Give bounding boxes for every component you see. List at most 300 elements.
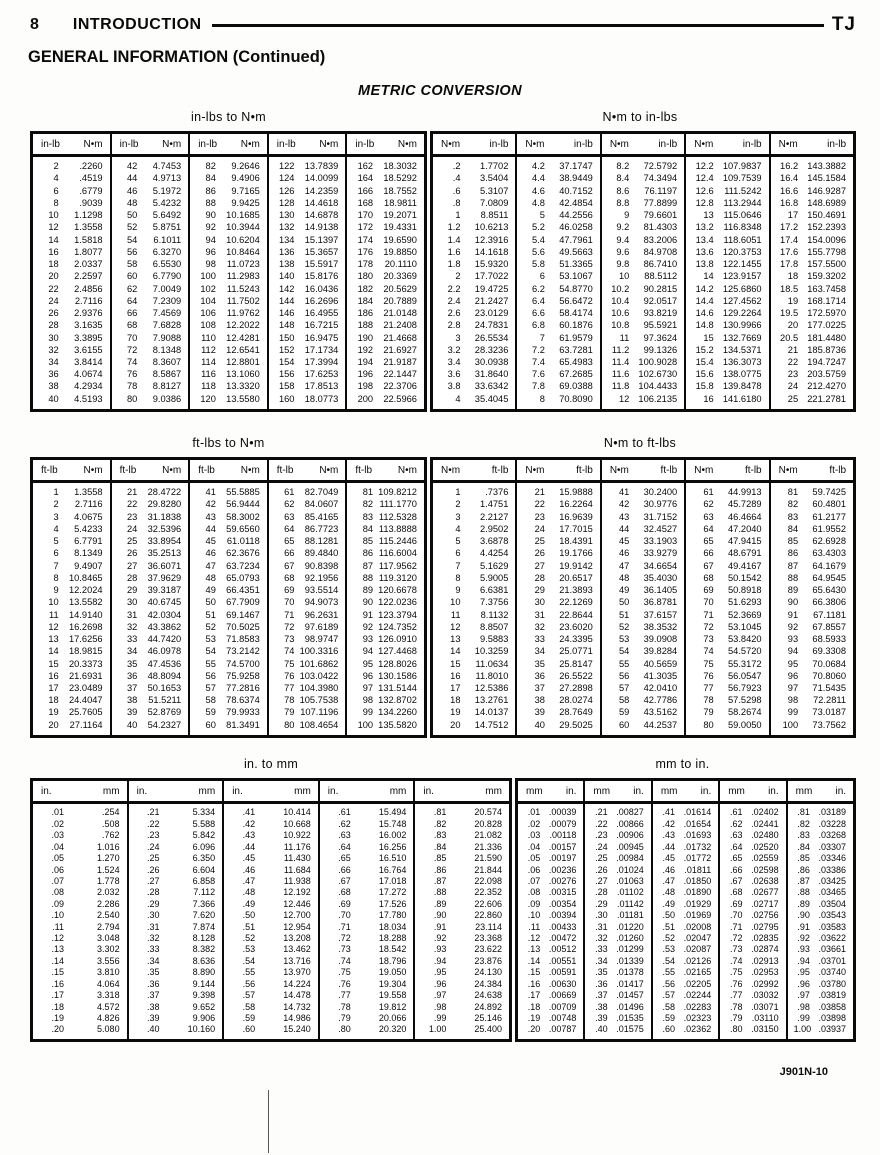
table-half-right <box>515 778 856 1042</box>
value-cell: 4.0674 <box>74 369 103 380</box>
key-cell: .57 <box>242 990 256 1001</box>
table-row <box>347 499 424 510</box>
table-row <box>686 536 768 547</box>
column-headers <box>112 134 189 157</box>
key-cell: 8 <box>53 572 59 583</box>
key-cell: 130 <box>278 210 295 221</box>
key-cell: .98 <box>433 1001 447 1012</box>
table-row <box>720 956 785 967</box>
value-cell: 46.0258 <box>559 222 593 233</box>
value-cell: 4.5193 <box>74 393 103 404</box>
table-row <box>517 659 599 670</box>
value-cell: 8.382 <box>192 944 216 955</box>
key-cell: .33 <box>595 944 608 955</box>
table-row <box>347 259 424 270</box>
value-cell: 100.3316 <box>299 646 339 657</box>
table-row <box>686 259 768 270</box>
value-cell: .00039 <box>548 807 577 818</box>
table-row <box>585 807 650 818</box>
key-cell: 73 <box>284 634 295 645</box>
value-cell: .00236 <box>548 864 577 875</box>
table-row <box>320 967 414 978</box>
key-cell: 58 <box>205 695 216 706</box>
key-cell: 184 <box>357 295 374 306</box>
value-cell: .02480 <box>751 830 779 841</box>
value-cell: 14.2359 <box>304 185 339 196</box>
value-cell: .02126 <box>683 955 712 966</box>
value-cell: 4.2934 <box>74 381 103 392</box>
value-cell: 64.1679 <box>812 560 847 571</box>
table-row <box>33 830 127 841</box>
column-rows <box>190 157 267 409</box>
key-cell: 84 <box>362 523 374 534</box>
key-cell: 88 <box>205 197 216 208</box>
key-cell: .39 <box>595 1013 608 1024</box>
value-cell: 1.1298 <box>74 210 103 221</box>
key-cell: 164 <box>357 173 374 184</box>
key-cell: .41 <box>242 807 256 818</box>
table-row <box>347 536 424 547</box>
table-row <box>269 381 346 392</box>
value-cell: 2.286 <box>97 898 120 909</box>
value-cell: 22.098 <box>474 875 502 886</box>
value-cell: .03228 <box>818 818 847 829</box>
value-cell: 21.2427 <box>474 295 509 306</box>
value-cell: .00906 <box>616 830 644 841</box>
key-cell: 82 <box>787 499 799 510</box>
table-row <box>33 222 110 233</box>
value-cell: .01890 <box>683 887 712 898</box>
table-row <box>433 634 515 645</box>
key-cell: .97 <box>433 990 447 1001</box>
key-cell: .15 <box>527 967 541 978</box>
table-row <box>112 585 189 596</box>
table-row <box>433 308 515 319</box>
table-row <box>347 369 424 380</box>
column-pair <box>33 134 110 409</box>
table-row <box>224 944 318 955</box>
key-cell: 78 <box>703 695 714 706</box>
column-headers <box>518 781 583 804</box>
table-row <box>129 865 223 876</box>
value-cell: 3.6155 <box>74 344 103 355</box>
key-cell: 8 <box>53 197 59 208</box>
key-cell: 92 <box>362 621 374 632</box>
value-cell: 75.9258 <box>226 670 260 681</box>
value-cell: 28.7649 <box>559 707 593 718</box>
value-cell: 52.8769 <box>147 707 182 718</box>
value-cell: 20.1110 <box>384 259 417 270</box>
table-row <box>686 573 768 584</box>
key-cell: 2.8 <box>447 320 461 331</box>
key-unit-header: ft-lb <box>198 465 215 476</box>
key-cell: 19 <box>450 707 461 718</box>
table-row <box>347 271 424 282</box>
table-row <box>347 720 424 731</box>
value-unit-header: ft-lb <box>829 465 847 476</box>
value-cell: 15.9320 <box>474 259 509 270</box>
key-cell: 50 <box>618 597 630 608</box>
value-cell: .6779 <box>79 185 103 196</box>
value-cell: 13.3320 <box>226 381 260 392</box>
value-cell: 3.302 <box>97 944 120 955</box>
value-cell: 55.5885 <box>226 487 260 498</box>
value-cell: .01969 <box>683 910 712 921</box>
key-cell: 77 <box>703 682 714 693</box>
table-row <box>771 524 853 535</box>
table-row <box>686 235 768 246</box>
key-cell: 90 <box>787 597 799 608</box>
table-row <box>269 271 346 282</box>
key-cell: 140 <box>278 271 295 282</box>
key-cell: 59 <box>205 707 216 718</box>
value-cell: .03583 <box>818 921 847 932</box>
key-unit-header: ft-lb <box>119 465 137 476</box>
value-cell: 6.1011 <box>153 234 182 245</box>
key-cell: 186 <box>357 308 374 319</box>
table-row <box>112 610 189 621</box>
key-cell: .10 <box>527 910 541 921</box>
table-row <box>112 222 189 233</box>
table-row <box>653 922 718 933</box>
table-row <box>585 853 650 864</box>
key-cell: 170 <box>357 210 374 221</box>
table-row <box>269 345 346 356</box>
value-cell: 44.2556 <box>559 210 593 221</box>
table-row <box>788 865 853 876</box>
table-row <box>347 695 424 706</box>
key-cell: 46 <box>205 548 216 559</box>
value-cell: 19.4331 <box>383 222 417 233</box>
value-cell: 12.8801 <box>226 356 260 367</box>
table-row <box>33 561 110 572</box>
value-cell: 36.8781 <box>643 597 678 608</box>
value-cell: 44.2537 <box>643 719 678 730</box>
value-cell: 21.6927 <box>383 344 417 355</box>
value-cell: 130.1586 <box>378 670 417 681</box>
table-row <box>33 186 110 197</box>
table-row <box>112 671 189 682</box>
table-row <box>788 853 853 864</box>
table-row <box>602 394 684 405</box>
table-row <box>190 210 267 221</box>
value-cell: 4.9713 <box>152 173 182 184</box>
value-cell: 9.9425 <box>231 197 260 208</box>
value-cell: 76.1197 <box>644 185 678 196</box>
value-cell: .00472 <box>548 933 577 944</box>
value-cell: .03661 <box>818 944 847 955</box>
key-cell: .63 <box>729 830 743 841</box>
key-cell: .51 <box>662 921 676 932</box>
value-cell: 6.7791 <box>74 536 103 547</box>
table-row <box>269 369 346 380</box>
key-cell: .77 <box>338 990 351 1001</box>
key-cell: 78 <box>284 695 295 706</box>
key-cell: 65 <box>284 536 295 547</box>
table-row <box>517 720 599 731</box>
key-cell: .61 <box>338 807 351 818</box>
table-row <box>415 956 509 967</box>
table-row <box>433 161 515 172</box>
key-cell: 196 <box>357 369 374 380</box>
table-row <box>269 333 346 344</box>
value-cell: 19.8850 <box>383 246 417 257</box>
table-row <box>518 876 583 887</box>
value-cell: 134.5371 <box>722 344 762 355</box>
value-cell: 59.7425 <box>812 487 847 498</box>
key-cell: 26 <box>48 308 59 319</box>
key-cell: 45 <box>205 536 216 547</box>
table-row <box>602 259 684 270</box>
table-row <box>190 357 267 368</box>
table-row <box>433 683 515 694</box>
key-cell: .08 <box>527 887 541 898</box>
column-rows <box>433 483 515 735</box>
table-row <box>771 487 853 498</box>
table-row <box>602 210 684 221</box>
value-cell: 19.050 <box>378 967 407 978</box>
key-cell: 33 <box>534 634 545 645</box>
key-cell: 13.6 <box>695 246 714 257</box>
key-cell: 27 <box>126 560 138 571</box>
value-cell: 11.684 <box>283 864 311 875</box>
value-cell: 72.2811 <box>813 695 847 706</box>
table-row <box>433 512 515 523</box>
value-cell: 16.256 <box>378 841 407 852</box>
key-cell: .71 <box>729 921 743 932</box>
key-cell: 13.8 <box>695 259 714 270</box>
value-cell: 16.2696 <box>304 295 339 306</box>
value-cell: .02283 <box>683 1001 712 1012</box>
key-cell: 176 <box>357 246 374 257</box>
value-cell: 35.2513 <box>147 548 182 559</box>
value-cell: 4.826 <box>97 1013 120 1024</box>
subheading: GENERAL INFORMATION (Continued) <box>28 48 326 66</box>
key-cell: .45 <box>662 853 676 864</box>
key-cell: .53 <box>662 944 676 955</box>
table-row <box>320 842 414 853</box>
table-row <box>190 345 267 356</box>
table-row <box>224 1013 318 1024</box>
table-half-right <box>430 131 856 412</box>
value-cell: 145.1584 <box>807 173 847 184</box>
key-cell: 98 <box>205 259 216 270</box>
table-row <box>517 695 599 706</box>
value-cell: .02559 <box>751 853 779 864</box>
value-cell: 134.2260 <box>378 707 417 718</box>
key-cell: 24 <box>48 295 59 306</box>
value-cell: .00984 <box>616 853 644 864</box>
table-row <box>433 695 515 706</box>
table-row <box>686 210 768 221</box>
table-row <box>686 333 768 344</box>
value-cell: 8.8507 <box>479 621 509 632</box>
table-row <box>320 944 414 955</box>
key-cell: 12 <box>48 222 59 233</box>
table-row <box>585 899 650 910</box>
key-cell: 40 <box>126 719 138 730</box>
table-row <box>112 536 189 547</box>
value-cell: 78.6374 <box>226 695 260 706</box>
key-cell: 8 <box>539 393 545 404</box>
table-row <box>720 876 785 887</box>
table-row <box>190 597 267 608</box>
table-row <box>433 659 515 670</box>
value-cell: 122.0236 <box>378 597 417 608</box>
table-row <box>269 357 346 368</box>
table-row <box>320 899 414 910</box>
key-cell: 14.2 <box>695 283 714 294</box>
table-row <box>585 842 650 853</box>
key-cell: 91 <box>787 609 799 620</box>
key-unit-header: mm <box>795 786 813 797</box>
value-cell: 14.224 <box>283 978 311 989</box>
table-row <box>653 876 718 887</box>
key-cell: 70 <box>126 332 138 343</box>
value-cell: 9.652 <box>192 1001 216 1012</box>
key-unit-header: in-lb <box>41 139 60 150</box>
table-row <box>517 357 599 368</box>
value-cell: 19.812 <box>378 1001 407 1012</box>
table-row <box>602 198 684 209</box>
value-cell: .00591 <box>548 967 577 978</box>
value-cell: .02244 <box>683 990 712 1001</box>
table-row <box>190 381 267 392</box>
key-cell: .02 <box>527 818 541 829</box>
key-cell: 27 <box>534 560 545 571</box>
value-cell: 131.5144 <box>378 682 417 693</box>
table-row <box>771 683 853 694</box>
key-cell: 156 <box>278 369 295 380</box>
value-cell: 67.8557 <box>812 621 847 632</box>
key-cell: 5.2 <box>531 222 545 233</box>
key-cell: 192 <box>357 344 374 355</box>
value-cell: 27.2898 <box>559 682 593 693</box>
value-unit-header: in. <box>768 786 779 797</box>
table-row <box>347 487 424 498</box>
value-cell: 22.860 <box>474 910 502 921</box>
value-cell: 7.0049 <box>152 283 182 294</box>
table-row <box>585 922 650 933</box>
key-cell: 5.6 <box>531 246 545 257</box>
key-cell: .59 <box>242 1013 256 1024</box>
table-row <box>602 345 684 356</box>
table-row <box>771 345 853 356</box>
table-row <box>788 1024 853 1035</box>
column-pair <box>110 460 189 735</box>
key-cell: 41 <box>205 487 216 498</box>
key-unit-header: mm <box>660 786 678 797</box>
table-row <box>129 1024 223 1035</box>
key-cell: 77 <box>284 682 295 693</box>
key-cell: .32 <box>595 933 608 944</box>
key-cell: 58 <box>618 695 630 706</box>
value-cell: 12.6541 <box>226 344 260 355</box>
table-row <box>602 573 684 584</box>
table-row <box>517 333 599 344</box>
value-cell: 20.6517 <box>559 572 593 583</box>
key-cell: 8 <box>455 572 461 583</box>
table-row <box>788 842 853 853</box>
table-row <box>269 622 346 633</box>
value-cell: 32.4527 <box>643 523 678 534</box>
key-cell: .49 <box>662 898 676 909</box>
key-cell: .80 <box>729 1024 743 1035</box>
column-pair <box>433 460 515 735</box>
key-cell: 40 <box>534 719 545 730</box>
key-cell: .79 <box>338 1013 351 1024</box>
value-cell: 11.7502 <box>226 295 260 306</box>
key-cell: 4 <box>455 523 461 534</box>
key-cell: 15.4 <box>695 356 714 367</box>
key-cell: 4.8 <box>531 197 545 208</box>
key-cell: .21 <box>595 807 608 818</box>
value-cell: .02953 <box>751 967 779 978</box>
table-row <box>269 296 346 307</box>
table-row <box>224 887 318 898</box>
table-row <box>224 1002 318 1013</box>
key-cell: 69 <box>703 585 714 596</box>
value-cell: 141.6180 <box>722 393 762 404</box>
table-row <box>320 956 414 967</box>
table-row <box>720 830 785 841</box>
table-row <box>347 394 424 405</box>
key-cell: .40 <box>147 1024 160 1035</box>
table-row <box>433 333 515 344</box>
value-cell: 14.9140 <box>68 609 103 620</box>
table-row <box>33 381 110 392</box>
key-cell: .94 <box>433 955 447 966</box>
value-cell: 51.3365 <box>559 259 593 270</box>
value-cell: 12.2022 <box>226 320 260 331</box>
key-cell: 160 <box>278 393 295 404</box>
key-cell: .49 <box>242 898 256 909</box>
table-row <box>585 887 650 898</box>
table-row <box>269 597 346 608</box>
table-row <box>433 198 515 209</box>
key-cell: 5 <box>455 536 461 547</box>
value-cell: 101.6862 <box>299 658 339 669</box>
table-row <box>269 524 346 535</box>
value-cell: 15.3657 <box>304 246 339 257</box>
table-half-right <box>430 457 856 738</box>
table-row <box>686 512 768 523</box>
value-cell: 63.7281 <box>559 344 593 355</box>
key-cell: 51 <box>618 609 630 620</box>
value-cell: 221.2781 <box>807 393 847 404</box>
table-row <box>129 876 223 887</box>
key-cell: .99 <box>433 1013 447 1024</box>
key-cell: 1 <box>455 487 461 498</box>
value-cell: 163.7458 <box>807 283 847 294</box>
key-cell: 15 <box>703 332 714 343</box>
value-cell: 120.6678 <box>378 585 417 596</box>
value-cell: 19.558 <box>378 990 407 1001</box>
table-row <box>190 659 267 670</box>
key-cell: 24 <box>534 523 545 534</box>
key-cell: 80 <box>703 719 714 730</box>
value-cell: .00551 <box>548 955 577 966</box>
value-cell: .01063 <box>616 875 644 886</box>
table-title-right: mm to in. <box>655 757 710 771</box>
value-cell: .03740 <box>818 967 847 978</box>
table-row <box>269 695 346 706</box>
key-cell: 47 <box>618 560 630 571</box>
key-cell: .79 <box>729 1013 743 1024</box>
key-cell: .47 <box>242 875 256 886</box>
table-row <box>433 210 515 221</box>
value-cell: .02008 <box>683 921 712 932</box>
